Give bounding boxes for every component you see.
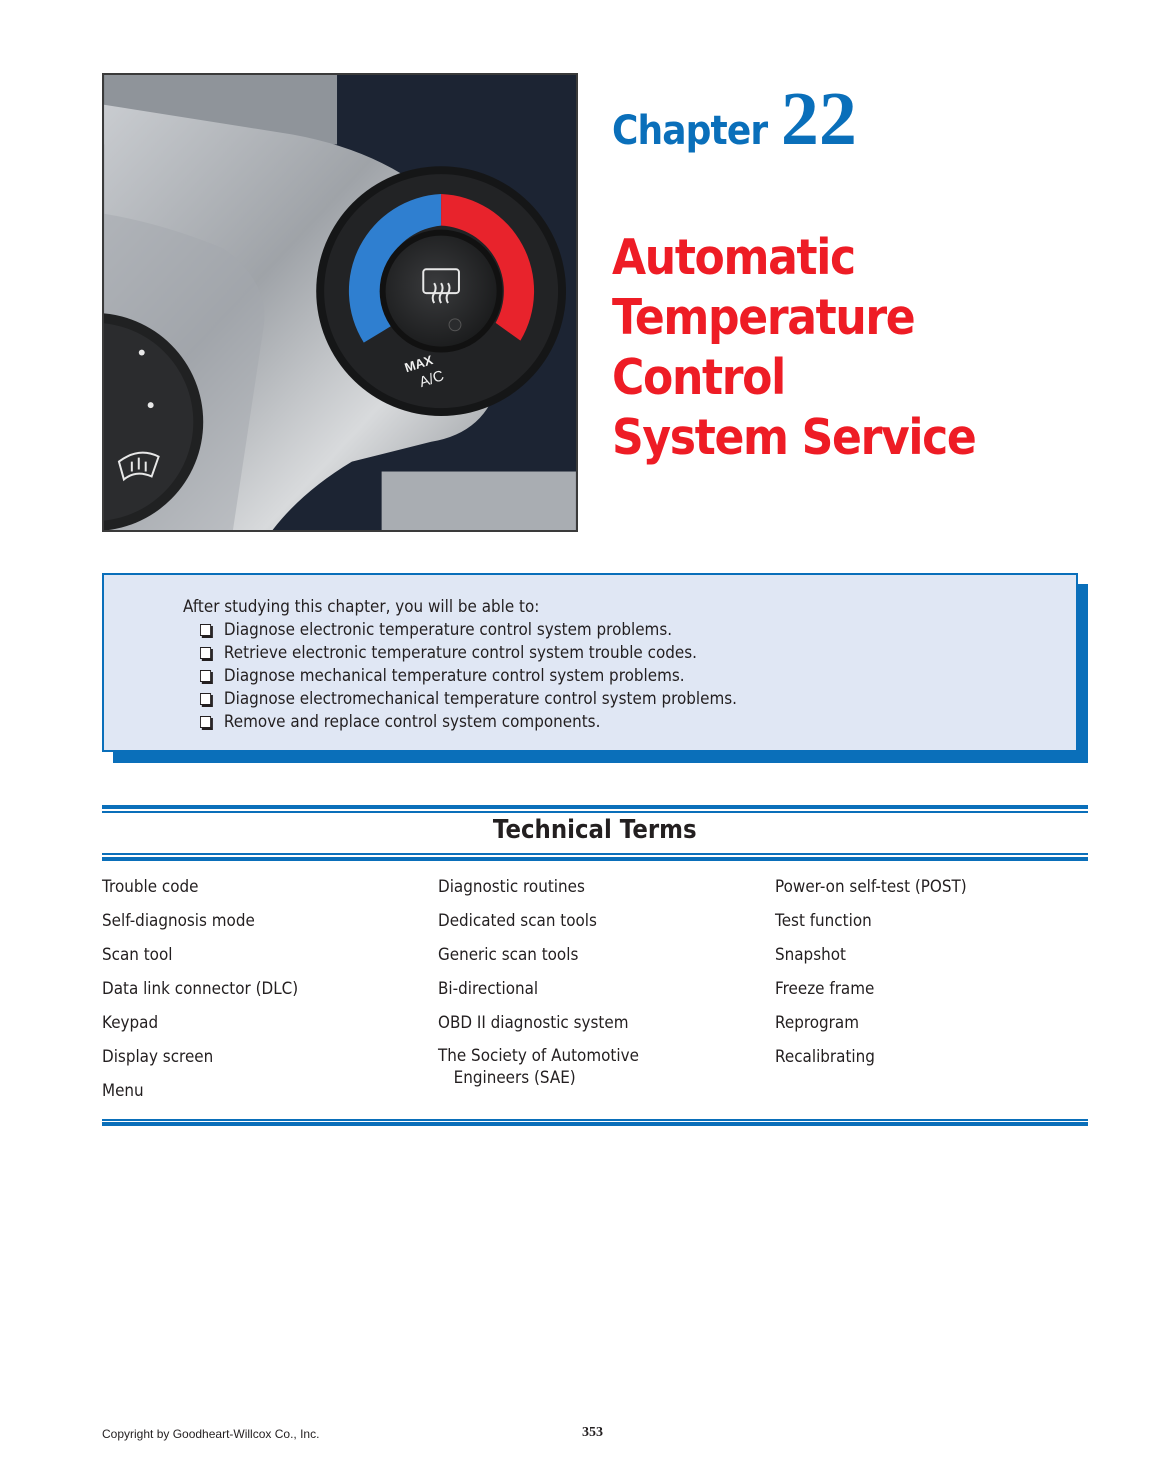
title-line: Control: [612, 349, 785, 406]
checkbox-icon: [200, 647, 211, 659]
term: Dedicated scan tools: [438, 911, 597, 930]
dial-dot-icon: [139, 350, 145, 356]
copyright-notice: Copyright by Goodheart-Willcox Co., Inc.: [102, 1427, 320, 1441]
objective-text: Diagnose mechanical temperature control system problems.: [223, 666, 685, 685]
term: Trouble code: [102, 877, 199, 896]
terms-top-rule: [102, 805, 1088, 809]
terms-column-2: [438, 875, 678, 1089]
objective-text: Diagnose electromechanical temperature control system problems.: [223, 689, 738, 708]
title-line: Automatic: [612, 229, 855, 286]
objective-text: Retrieve electronic temperature control system trouble codes.: [223, 643, 697, 662]
objective-item: [200, 710, 737, 733]
objective-item: [200, 641, 737, 664]
term: Bi-directional: [438, 979, 539, 998]
terms-top-rule-thin: [102, 811, 1088, 813]
term: Snapshot: [775, 945, 846, 964]
chapter-photo: [102, 73, 578, 532]
checkbox-icon: [200, 693, 211, 705]
terms-column-1: [102, 875, 315, 1113]
term: Diagnostic routines: [438, 877, 585, 896]
objectives-intro: After studying this chapter, you will be able to:: [183, 597, 540, 616]
climate-control-knob-image: [104, 75, 576, 530]
objective-item: [200, 687, 737, 710]
technical-terms-heading: Technical Terms: [493, 815, 697, 845]
objective-item: [200, 664, 737, 687]
term: Scan tool: [102, 945, 173, 964]
title-line: System Service: [612, 409, 976, 466]
term: Display screen: [102, 1047, 214, 1066]
objective-item: [200, 618, 737, 641]
term: Generic scan tools: [438, 945, 579, 964]
terms-bottom-rule: [102, 1122, 1088, 1126]
terms-mid-rule: [102, 857, 1088, 861]
ac-label: A/C: [417, 368, 447, 392]
term: Self-diagnosis mode: [102, 911, 255, 930]
objectives-list: [200, 618, 784, 733]
term: [438, 1045, 659, 1089]
term: Test function: [775, 911, 872, 930]
chapter-word: Chapter: [612, 108, 768, 154]
chapter-title: [612, 228, 1016, 468]
objective-text: Diagnose electronic temperature control system problems.: [223, 620, 673, 639]
terms-mid-rule-thin: [102, 853, 1088, 855]
chapter-label: [612, 76, 857, 163]
chapter-number: 22: [780, 77, 857, 161]
checkbox-icon: [200, 716, 211, 728]
objective-text: Remove and replace control system components.: [223, 712, 601, 731]
title-line: Temperature: [612, 289, 915, 346]
page-number: 353: [582, 1425, 603, 1440]
checkbox-icon: [200, 670, 211, 682]
terms-column-3: [775, 875, 983, 1079]
terms-bottom-rule-thin: [102, 1119, 1088, 1121]
term: Reprogram: [775, 1013, 860, 1032]
max-label: MAX: [402, 352, 435, 376]
term: Data link connector (DLC): [102, 979, 299, 998]
term: OBD II diagnostic system: [438, 1013, 629, 1032]
term: Menu: [102, 1081, 144, 1100]
term: Keypad: [102, 1013, 159, 1032]
term-line-continued: Engineers (SAE): [453, 1068, 576, 1087]
term: Power-on self-test (POST): [775, 877, 967, 896]
term: Recalibrating: [775, 1047, 875, 1066]
checkbox-icon: [200, 624, 211, 636]
term: Freeze frame: [775, 979, 875, 998]
term-line: The Society of Automotive: [438, 1046, 639, 1065]
